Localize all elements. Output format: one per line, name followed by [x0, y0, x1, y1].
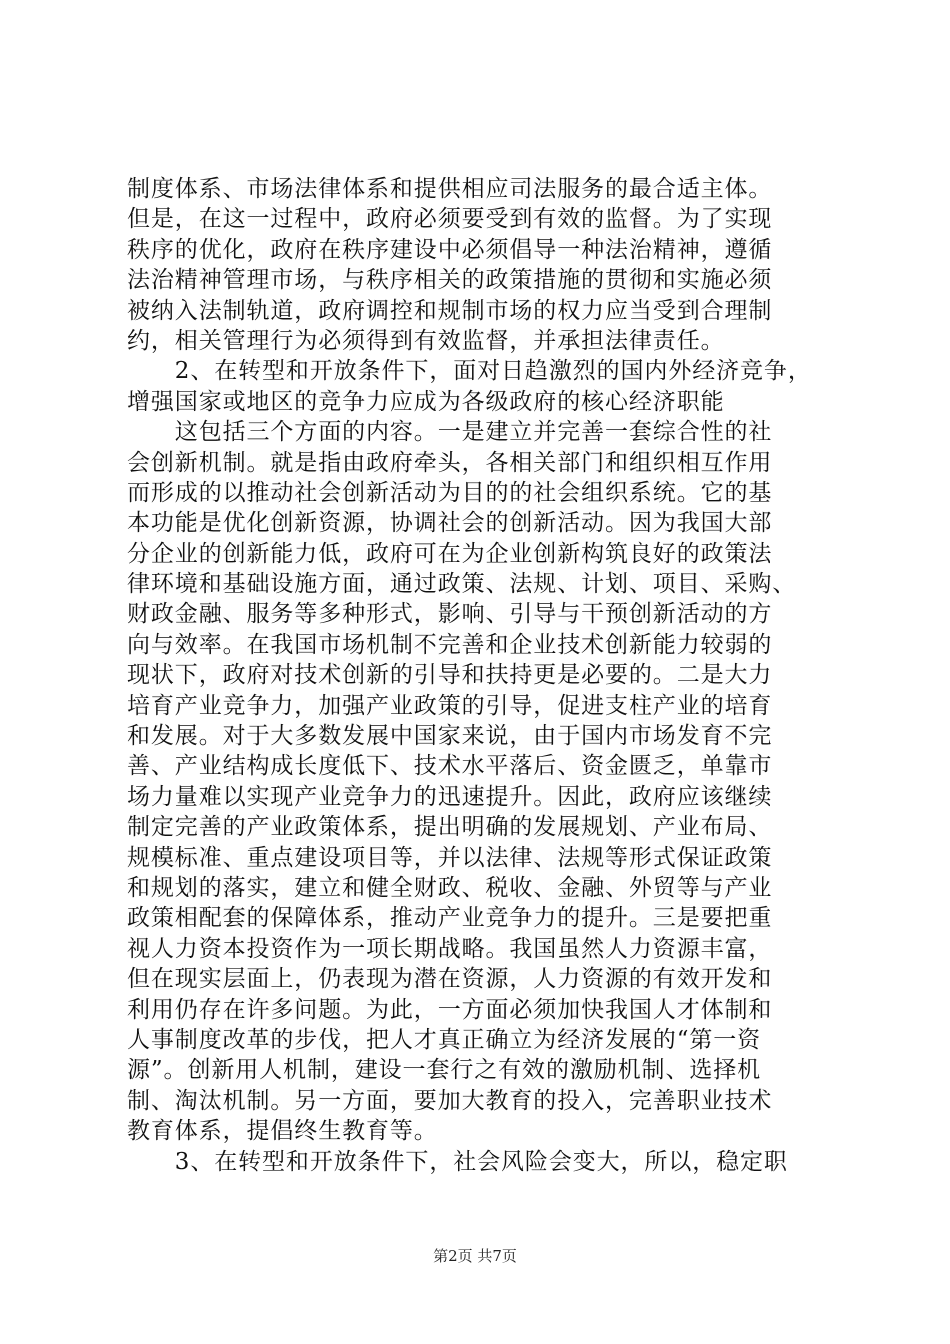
- text-line: 规模标准、重点建设项目等，并以法律、法规等形式保证政策: [127, 844, 773, 871]
- section-heading-line: 3、在转型和开放条件下，社会风险会变大，所以，稳定职: [127, 1148, 788, 1175]
- text-line: 被纳入法制轨道，政府调控和规制市场的权力应当受到合理制: [127, 297, 773, 324]
- text-line: 但是，在这一过程中，政府必须要受到有效的监督。为了实现: [127, 206, 773, 233]
- text-line: 财政金融、服务等多种形式，影响、引导与干预创新活动的方: [127, 601, 773, 628]
- text-line: 制、淘汰机制。另一方面，要加大教育的投入，完善职业技术: [127, 1087, 773, 1114]
- text-line: 利用仍存在许多问题。为此，一方面必须加快我国人才体制和: [127, 996, 773, 1023]
- text-line: 法治精神管理市场，与秩序相关的政策措施的贯彻和实施必须: [127, 267, 773, 294]
- section-heading-line: 增强国家或地区的竞争力应成为各级政府的核心经济职能: [127, 388, 725, 415]
- section-heading-line: 2、在转型和开放条件下，面对日趋激烈的国内外经济竞争，: [127, 358, 812, 385]
- text-line: 培育产业竞争力，加强产业政策的引导，促进支柱产业的培育: [127, 692, 773, 719]
- text-line: 源”。创新用人机制，建设一套行之有效的激励机制、选择机: [127, 1057, 762, 1084]
- text-line: 和发展。对于大多数发展中国家来说，由于国内市场发育不完: [127, 723, 773, 750]
- text-line: 这包括三个方面的内容。一是建立并完善一套综合性的社: [127, 419, 773, 446]
- text-line: 场力量难以实现产业竞争力的迅速提升。因此，政府应该继续: [127, 783, 773, 810]
- body-text: [127, 174, 827, 1177]
- text-line: 向与效率。在我国市场机制不完善和企业技术创新能力较弱的: [127, 631, 773, 658]
- text-line: 制度体系、市场法律体系和提供相应司法服务的最合适主体。: [127, 176, 773, 202]
- text-line: 律环境和基础设施方面，通过政策、法规、计划、项目、采购、: [127, 571, 797, 598]
- text-line: 教育体系，提倡终生教育等。: [127, 1118, 438, 1145]
- text-line: 约，相关管理行为必须得到有效监督，并承担法律责任。: [127, 327, 725, 354]
- text-line: 现状下，政府对技术创新的引导和扶持更是必要的。二是大力: [127, 662, 773, 689]
- text-line: 本功能是优化创新资源，协调社会的创新活动。因为我国大部: [127, 510, 773, 537]
- page-footer: [0, 1245, 950, 1266]
- text-line: 分企业的创新能力低，政府可在为企业创新构筑良好的政策法: [127, 540, 773, 567]
- text-line: 政策相配套的保障体系，推动产业竞争力的提升。三是要把重: [127, 905, 773, 932]
- text-line: 和规划的落实，建立和健全财政、税收、金融、外贸等与产业: [127, 874, 773, 901]
- page-number-label: 第2页 共7页: [433, 1247, 517, 1265]
- text-line: 而形成的以推动社会创新活动为目的的社会组织系统。它的基: [127, 479, 773, 506]
- text-line: 善、产业结构成长度低下、技术水平落后、资金匮乏，单靠市: [127, 753, 773, 780]
- text-line: 视人力资本投资作为一项长期战略。我国虽然人力资源丰富，: [127, 935, 773, 962]
- text-line: 会创新机制。就是指由政府牵头，各相关部门和组织相互作用: [127, 449, 773, 476]
- text-line: 秩序的优化，政府在秩序建设中必须倡导一种法治精神，遵循: [127, 236, 773, 263]
- text-line: 但在现实层面上，仍表现为潜在资源，人力资源的有效开发和: [127, 966, 773, 993]
- text-line: 制定完善的产业政策体系，提出明确的发展规划、产业布局、: [127, 814, 773, 841]
- text-line: 人事制度改革的步伐，把人才真正确立为经济发展的“第一资: [127, 1026, 762, 1053]
